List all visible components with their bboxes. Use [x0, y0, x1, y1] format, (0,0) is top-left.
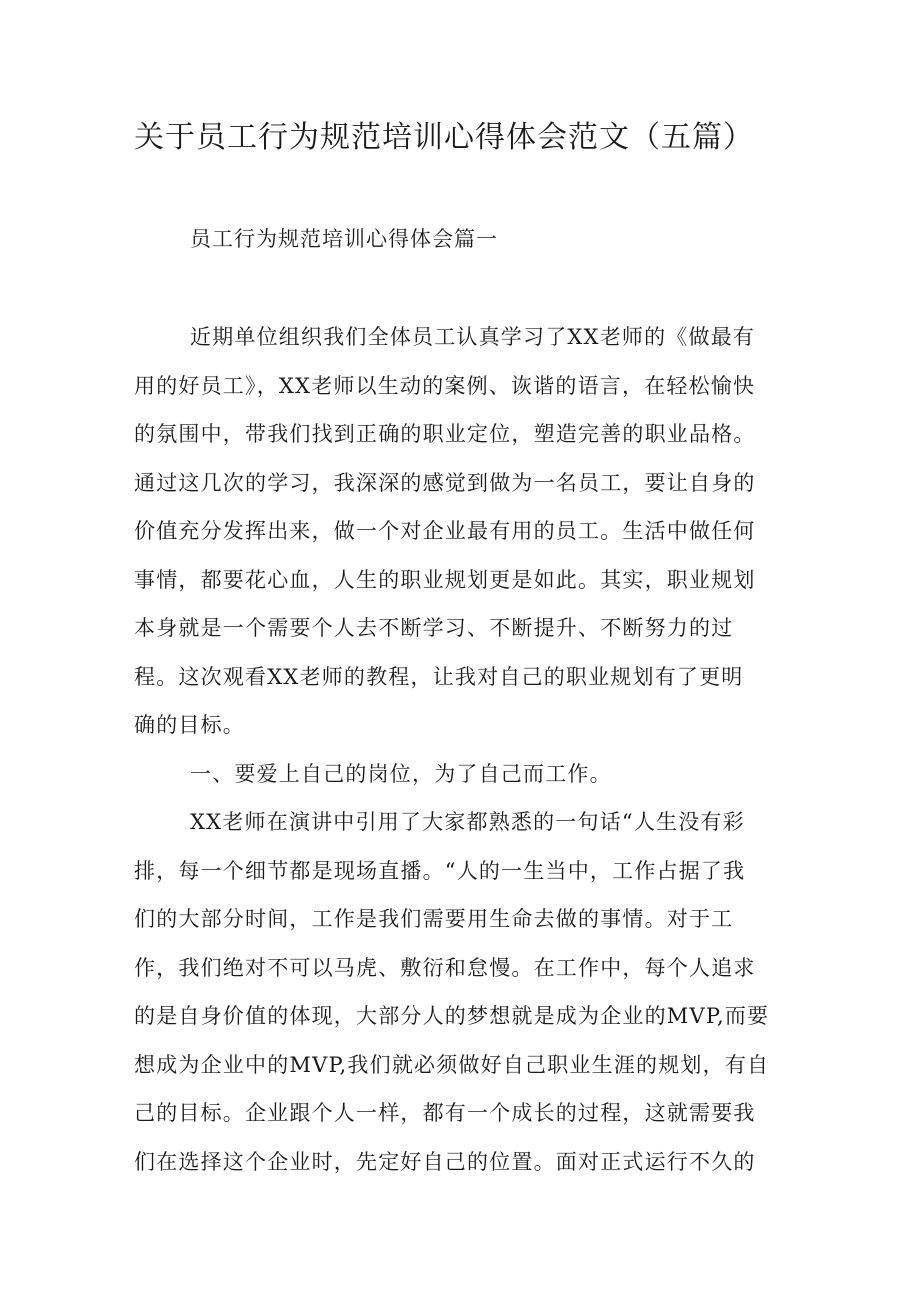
- paragraph-line: XX老师在演讲中引用了大家都熟悉的一句话“人生没有彩: [190, 810, 745, 834]
- document-title: 关于员工行为规范培训心得体会范文（五篇）: [134, 120, 754, 155]
- section-heading: 一、要爱上自己的岗位，为了自己而工作。: [190, 761, 612, 786]
- paragraph-line: 确的目标。: [134, 713, 245, 737]
- paragraph-line: 价值充分发挥出来，做一个对企业最有用的员工。生活中做任何: [134, 519, 756, 543]
- paragraph-line: 排，每一个细节都是现场直播。“人的一生当中，工作占据了我: [134, 858, 746, 883]
- paragraph-line: 程。这次观看XX老师的教程，让我对自己的职业规划有了更明: [134, 664, 744, 689]
- paragraph-line: 作，我们绝对不可以马虎、敷衍和怠慢。在工作中，每个人追求: [134, 955, 756, 980]
- paragraph-line: 用的好员工》，XX老师以生动的案例、诙谐的语言，在轻松愉快: [134, 373, 756, 398]
- body-text: [134, 313, 794, 1186]
- section-subtitle: 员工行为规范培训心得体会篇一: [190, 227, 498, 251]
- paragraph-line: 们的大部分时间，工作是我们需要用生命去做的事情。对于工: [134, 907, 734, 931]
- paragraph-line: 们在选择这个企业时，先定好自己的位置。面对正式运行不久的: [134, 1149, 756, 1174]
- paragraph-line: 的是自身价值的体现，大部分人的梦想就是成为企业的MVP,而要: [134, 1004, 770, 1028]
- paragraph-line: 通过这几次的学习，我深深的感觉到做为一名员工，要让自身的: [134, 470, 756, 495]
- paragraph-line: 想成为企业中的MVP,我们就必须做好自己职业生涯的规划，有自: [134, 1052, 770, 1077]
- paragraph-line: 近期单位组织我们全体员工认真学习了XX老师的《做最有: [190, 325, 756, 349]
- paragraph-line: 本身就是一个需要个人去不断学习、不断提升、不断努力的过: [134, 616, 734, 640]
- paragraph-line: 的氛围中，带我们找到正确的职业定位，塑造完善的职业品格。: [134, 422, 756, 446]
- paragraph-line: 己的目标。企业跟个人一样，都有一个成长的过程，这就需要我: [134, 1101, 756, 1125]
- paragraph-line: 事情，都要花心血，人生的职业规划更是如此。其实，职业规划: [134, 567, 756, 592]
